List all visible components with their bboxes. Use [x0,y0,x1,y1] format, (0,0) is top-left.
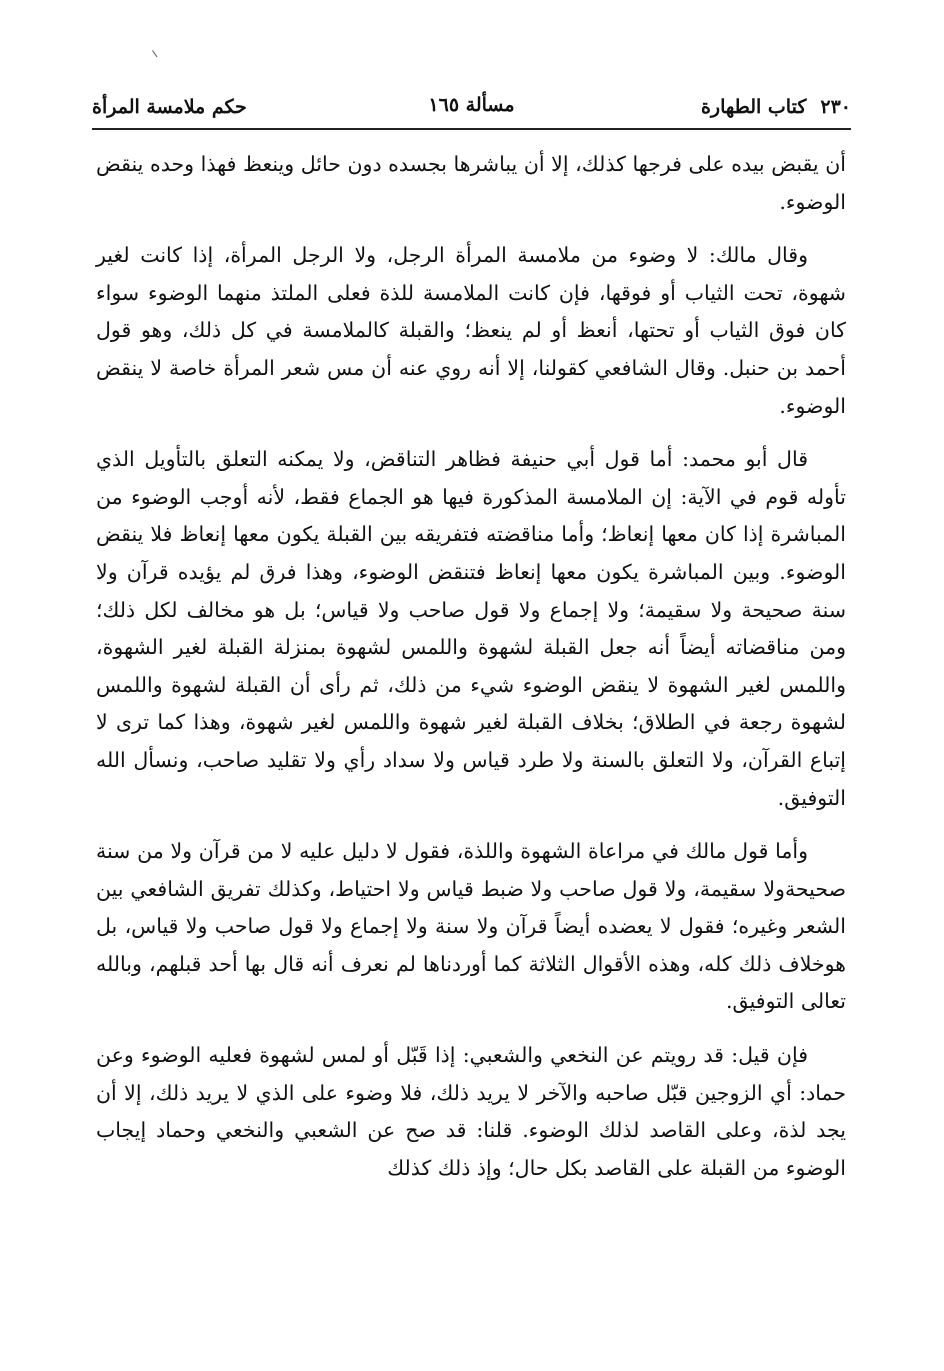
topic-title: حكم ملامسة المرأة [92,96,247,118]
issue-number: مسألة ١٦٥ [428,94,515,116]
paragraph: قال أبو محمد: أما قول أبي حنيفة فظاهر التناقض، ولا يمكنه التعلق بالتأويل الذي تأوله قوم في الآية: إن الملامسة المذكورة فيها هو الجماع فقط، لأنه أوجب الوضوء من المباشرة إذا كان معها إنعاظ؛ وأما مناقضته فتفريقه بين القبلة يكون معها إنعاظ فلا ينقض الوضوء. وبين المباشرة يكون معها إنعاظ فتنقض الوضوء، وهذا فرق لم يؤيده قرآن ولا سنة صحيحة ولا سقيمة؛ ولا إجماع ولا قول صاحب ولا قياس؛ بل هو مخالف لكل ذلك؛ ومن مناقضاته أيضاً أنه جعل القبلة لشهوة واللمس لشهوة بمنزلة القبلة لغير الشهوة، واللمس لغير الشهوة لا ينقض الوضوء شيء من ذلك، ثم رأى أن القبلة لشهوة واللمس لشهوة رجعة في الطلاق؛ بخلاف القبلة لغير شهوة واللمس لغير شهوة، وهذا كما ترى لا إتباع القرآن، ولا التعلق بالسنة ولا طرد قياس ولا سداد رأي ولا تقليد صاحب، ونسأل الله التوفيق. [96,447,846,810]
page-number: ٢٣٠ [820,96,851,118]
paragraph: أن يقبض بيده على فرجها كذلك، إلا أن يباشرها بجسده دون حائل وينعظ فهذا وحده ينقض الوضوء. [96,152,846,214]
paragraph: وقال مالك: لا وضوء من ملامسة المرأة الرجل، ولا الرجل المرأة، إذا كانت لغير شهوة، تحت الثياب أو فوقها، فإن كانت الملامسة للذة فعلى الملتذ منهما الوضوء سواء كان فوق الثياب أو تحتها، أنعظ أو لم ينعظ؛ والقبلة كالملامسة في كل ذلك، وهو قول أحمد بن حنبل. وقال الشافعي كقولنا، إلا أنه روي عنه أن مس شعر المرأة خاصة لا ينقض الوضوء. [96,243,846,418]
scan-mark [146,50,158,62]
running-header [92,86,851,130]
page-body [96,146,846,1203]
paragraph: وأما قول مالك في مراعاة الشهوة واللذة، فقول لا دليل عليه لا من قرآن ولا من سنة صحيحةولا سقيمة، ولا قول صاحب ولا ضبط قياس ولا احتياط، وكذلك تفريق الشافعي بين الشعر وغيره؛ فقول لا يعضده أيضاً قرآن ولا سنة ولا إجماع ولا قول صاحب ولا قياس، بل هوخلاف ذلك كله، وهذه الأقوال الثلاثة كما أوردناها لم نعرف أنه قال بها أحد قبلهم، وبالله تعالى التوفيق. [96,839,846,1014]
header-page-and-book [701,96,851,118]
paragraph: فإن قيل: قد رويتم عن النخعي والشعبي: إذا قَبّل أو لمس لشهوة فعليه الوضوء وعن حماد: أي الزوجين قبّل صاحبه والآخر لا يريد ذلك، فلا وضوء على الذي لا يريد ذلك، إلا أن يجد لذة، وعلى القاصد لذلك الوضوء. قلنا: قد صح عن الشعبي والنخعي وحماد إيجاب الوضوء من القبلة على القاصد بكل حال؛ وإذ ذلك كذلك [96,1043,846,1180]
book-title: كتاب الطهارة [700,96,807,118]
